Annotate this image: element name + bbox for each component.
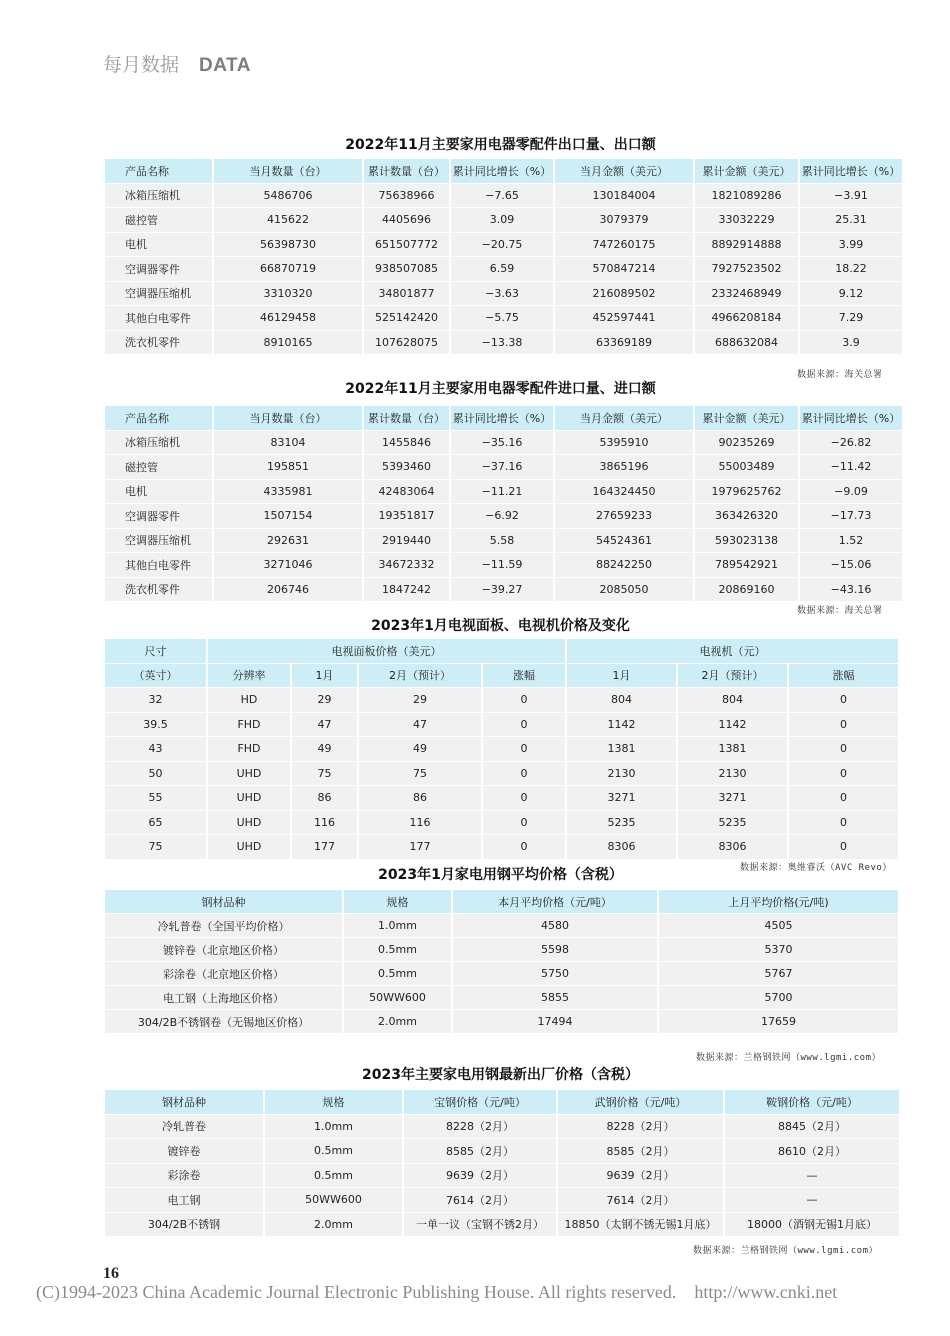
table-cell: −35.16 [451,431,553,455]
table-cell: 5855 [453,986,657,1009]
table-cell: 4405696 [364,208,449,232]
header-row [105,159,902,183]
table-cell: 83104 [214,431,362,455]
table-cell: 1.0mm [265,1115,402,1139]
column-header-panel: 电视面板价格（美元） [208,639,565,663]
export-table [103,158,904,355]
table-row [105,1213,899,1237]
table-cell: 磁控管 [105,455,212,479]
table-cell: 116 [292,811,357,835]
table-row [105,688,898,712]
table-cell: 2085050 [555,578,693,602]
column-header: 钢材品种 [105,890,342,913]
table-row [105,208,902,232]
footer-url: http://www.cnki.net [694,1282,838,1302]
header-row [105,406,902,430]
table-cell: 冰箱压缩机 [105,184,212,208]
table-cell: 32 [105,688,206,712]
column-header: 当月金额（美元） [555,159,693,183]
column-header: 累计同比增长（%） [800,406,902,430]
table-cell: 55003489 [695,455,798,479]
table-cell: 2919440 [364,529,449,553]
table-cell: 3271 [678,786,787,810]
steel-avg-title: 2023年1月家电用钢平均价格（含税） [378,867,623,883]
table-cell: 88242250 [555,553,693,577]
column-header: 钢材品种 [105,1090,263,1114]
column-header: 规格 [344,890,451,913]
table-cell: 18000（酒钢无锡1月底） [725,1213,899,1237]
table-cell: 49 [359,737,481,761]
table-cell: 177 [292,835,357,859]
column-header-tv: 电视机（元） [567,639,898,663]
table-cell: 5235 [567,811,676,835]
table-cell: 3865196 [555,455,693,479]
table-cell: 2332468949 [695,282,798,306]
column-header: 当月数量（台） [214,159,362,183]
table-cell: 27659233 [555,504,693,528]
table-row [105,1115,899,1139]
export-table-title: 2022年11月主要家用电器零配件出口量、出口额 [345,137,656,153]
table-cell: 5393460 [364,455,449,479]
table-cell: 65 [105,811,206,835]
table-cell: 0 [483,786,565,810]
table-cell: UHD [208,786,290,810]
table-cell: 电机 [105,480,212,504]
table-cell: 3.09 [451,208,553,232]
column-header: 本月平均价格（元/吨） [453,890,657,913]
table-cell: 5.58 [451,529,553,553]
table-row [105,811,898,835]
table-cell: 洗衣机零件 [105,578,212,602]
table-cell: 195851 [214,455,362,479]
table-cell: 50WW600 [344,986,451,1009]
table-cell: 3.99 [800,233,902,257]
header-row [105,890,898,913]
table-cell: 525142420 [364,306,449,330]
table-cell: 86 [359,786,481,810]
table-cell: 0.5mm [344,962,451,985]
column-header: 产品名称 [105,159,212,183]
table-cell: 5700 [659,986,898,1009]
table-cell: 5395910 [555,431,693,455]
table-cell: −7.65 [451,184,553,208]
table-cell: 50WW600 [265,1188,402,1212]
table-cell: 1847242 [364,578,449,602]
table-cell: 8585（2月） [404,1139,556,1163]
table-row [105,553,902,577]
table-cell: 29 [359,688,481,712]
table-row [105,1188,899,1212]
table-cell: 0 [789,713,898,737]
table-cell: 8610（2月） [725,1139,899,1163]
column-header: 累计同比增长（%） [451,159,553,183]
table-cell: 47 [292,713,357,737]
table-cell: 9639（2月） [558,1164,723,1188]
table-cell: 0 [483,762,565,786]
table-cell: 63369189 [555,331,693,355]
table-row [105,455,902,479]
table-row [105,938,898,961]
table-row [105,1010,898,1033]
table-cell: 3.9 [800,331,902,355]
table-cell: −13.38 [451,331,553,355]
table-cell: 3079379 [555,208,693,232]
table-cell: −20.75 [451,233,553,257]
table-cell: 19351817 [364,504,449,528]
table-row [105,1139,899,1163]
table-row [105,986,898,1009]
table-cell: 789542921 [695,553,798,577]
table-cell: 9639（2月） [404,1164,556,1188]
column-header: 累计数量（台） [364,159,449,183]
header-title-en: DATA [199,55,251,76]
table-cell: 7614（2月） [404,1188,556,1212]
steel-factory-title: 2023年主要家电用钢最新出厂价格（含税） [362,1067,639,1083]
table-row [105,786,898,810]
table-cell: FHD [208,713,290,737]
table-cell: 75 [292,762,357,786]
table-cell: 0 [483,713,565,737]
table-cell: 8585（2月） [558,1139,723,1163]
table-cell: 洗衣机零件 [105,331,212,355]
table-cell: 8845（2月） [725,1115,899,1139]
table-cell: 42483064 [364,480,449,504]
import-table-title: 2022年11月主要家用电器零配件进口量、进口额 [345,381,656,397]
table-cell: 0.5mm [344,938,451,961]
header-row [105,639,898,663]
table-cell: 其他白电零件 [105,553,212,577]
table-row [105,184,902,208]
table-cell: 空调器压缩机 [105,282,212,306]
column-header: 产品名称 [105,406,212,430]
table-cell: 1.52 [800,529,902,553]
table-cell: 593023138 [695,529,798,553]
table-row [105,1164,899,1188]
table-row [105,306,902,330]
table-cell: 2.0mm [265,1213,402,1237]
table-cell: 4505 [659,914,898,937]
table-cell: 25.31 [800,208,902,232]
table-cell: FHD [208,737,290,761]
tv-source: 数据来源：奥维睿沃（AVC Revo） [740,863,892,873]
table-cell: 3271 [567,786,676,810]
table-row [105,233,902,257]
table-cell: 47 [359,713,481,737]
table-cell: 1507154 [214,504,362,528]
table-cell: 17494 [453,1010,657,1033]
table-cell: 4335981 [214,480,362,504]
table-cell: 75638966 [364,184,449,208]
table-row [105,962,898,985]
column-header: 累计数量（台） [364,406,449,430]
table-cell: 216089502 [555,282,693,306]
column-subheader: （英寸） [105,664,206,688]
table-cell: −43.16 [800,578,902,602]
table-cell: 0 [483,688,565,712]
table-cell: 7.29 [800,306,902,330]
table-cell: −37.16 [451,455,553,479]
copyright-footer [36,1282,837,1303]
table-cell: 804 [567,688,676,712]
table-cell: 彩涂卷 [105,1164,263,1188]
table-cell: 2130 [567,762,676,786]
steel-factory-source: 数据来源：兰格钢铁网（www.lgmi.com） [693,1246,879,1256]
table-cell: 747260175 [555,233,693,257]
table-cell: −11.42 [800,455,902,479]
table-cell: 452597441 [555,306,693,330]
table-cell: 20869160 [695,578,798,602]
table-cell: UHD [208,762,290,786]
table-cell: 688632084 [695,331,798,355]
table-cell: 49 [292,737,357,761]
table-cell: 0 [483,811,565,835]
table-cell: −26.82 [800,431,902,455]
table-cell: 空调器压缩机 [105,529,212,553]
table-cell: 1142 [678,713,787,737]
table-cell: 0 [789,688,898,712]
table-cell: 冷轧普卷（全国平均价格） [105,914,342,937]
table-cell: 363426320 [695,504,798,528]
table-cell: 292631 [214,529,362,553]
table-row [105,578,902,602]
table-cell: 107628075 [364,331,449,355]
table-cell: −9.09 [800,480,902,504]
column-header: 当月金额（美元） [555,406,693,430]
column-subheader: 2月（预计） [678,664,787,688]
table-cell: 7927523502 [695,257,798,281]
table-cell: 18.22 [800,257,902,281]
column-header: 累计同比增长（%） [451,406,553,430]
table-cell: 938507085 [364,257,449,281]
table-cell: 1979625762 [695,480,798,504]
table-row [105,331,902,355]
table-cell: 651507772 [364,233,449,257]
column-header: 累计同比增长（%） [800,159,902,183]
column-header: 武钢价格（元/吨） [558,1090,723,1114]
page-header [103,50,251,77]
column-subheader: 1月 [567,664,676,688]
table-cell: 1142 [567,713,676,737]
table-cell: 90235269 [695,431,798,455]
table-cell: 75 [359,762,481,786]
page-number: 16 [103,1265,119,1282]
table-cell: 54524361 [555,529,693,553]
table-cell: 0.5mm [265,1139,402,1163]
table-cell: 177 [359,835,481,859]
table-cell: — [725,1188,899,1212]
table-cell: 804 [678,688,787,712]
table-row [105,713,898,737]
table-cell: 8892914888 [695,233,798,257]
table-cell: 其他白电零件 [105,306,212,330]
table-cell: 5750 [453,962,657,985]
table-cell: 3310320 [214,282,362,306]
table-cell: 1.0mm [344,914,451,937]
table-cell: 2130 [678,762,787,786]
table-cell: 6.59 [451,257,553,281]
table-row [105,431,902,455]
table-row [105,282,902,306]
table-cell: 0 [789,835,898,859]
table-cell: UHD [208,835,290,859]
table-cell: 0 [789,762,898,786]
table-cell: 电机 [105,233,212,257]
table-cell: 0 [789,786,898,810]
column-subheader: 2月（预计） [359,664,481,688]
column-subheader: 涨幅 [789,664,898,688]
steel-factory-table [103,1089,901,1237]
column-subheader: 1月 [292,664,357,688]
table-cell: 50 [105,762,206,786]
column-subheader: 涨幅 [483,664,565,688]
import-source: 数据来源：海关总署 [797,606,883,616]
steel-avg-source: 数据来源：兰格钢铁网（www.lgmi.com） [696,1053,882,1063]
table-cell: −39.27 [451,578,553,602]
table-cell: 8306 [678,835,787,859]
table-cell: −6.92 [451,504,553,528]
table-cell: 29 [292,688,357,712]
subheader-row [105,664,898,688]
table-cell: 206746 [214,578,362,602]
table-cell: 75 [105,835,206,859]
table-cell: −11.59 [451,553,553,577]
table-cell: 18850（太钢不锈无锡1月底） [558,1213,723,1237]
column-header: 当月数量（台） [214,406,362,430]
table-cell: 0.5mm [265,1164,402,1188]
steel-avg-table [103,889,900,1034]
column-header: 规格 [265,1090,402,1114]
table-cell: 一单一议（宝钢不锈2月） [404,1213,556,1237]
table-cell: 8910165 [214,331,362,355]
column-header: 鞍钢价格（元/吨） [725,1090,899,1114]
table-cell: 39.5 [105,713,206,737]
column-header-size: 尺寸 [105,639,206,663]
table-cell: 570847214 [555,257,693,281]
table-cell: 2.0mm [344,1010,451,1033]
table-cell: 5598 [453,938,657,961]
table-cell: 5370 [659,938,898,961]
table-row [105,762,898,786]
table-cell: 0 [789,811,898,835]
export-source: 数据来源：海关总署 [797,370,883,380]
table-cell: 7614（2月） [558,1188,723,1212]
table-cell: 43 [105,737,206,761]
table-cell: 304/2B不锈钢卷（无锡地区价格） [105,1010,342,1033]
table-cell: −15.06 [800,553,902,577]
table-cell: HD [208,688,290,712]
import-table [103,405,904,602]
table-row [105,504,902,528]
table-cell: 86 [292,786,357,810]
table-cell: 0 [483,737,565,761]
table-row [105,835,898,859]
table-cell: 1455846 [364,431,449,455]
table-cell: 1381 [567,737,676,761]
tv-price-table [103,638,900,860]
header-title-cn: 每月数据 [103,54,180,76]
table-cell: 电工钢（上海地区价格） [105,986,342,1009]
table-cell: 1381 [678,737,787,761]
column-subheader: 分辨率 [208,664,290,688]
table-cell: 46129458 [214,306,362,330]
table-cell: 66870719 [214,257,362,281]
table-cell: 0 [483,835,565,859]
table-cell: 镀锌卷（北京地区价格） [105,938,342,961]
header-row [105,1090,899,1114]
table-cell: 55 [105,786,206,810]
table-cell: 8228（2月） [404,1115,556,1139]
table-cell: 130184004 [555,184,693,208]
table-cell: 3271046 [214,553,362,577]
table-cell: 34801877 [364,282,449,306]
table-row [105,257,902,281]
table-cell: 磁控管 [105,208,212,232]
table-cell: 164324450 [555,480,693,504]
table-cell: 5486706 [214,184,362,208]
table-row [105,737,898,761]
table-cell: 56398730 [214,233,362,257]
table-cell: 0 [789,737,898,761]
table-cell: −3.63 [451,282,553,306]
column-header: 上月平均价格(元/吨) [659,890,898,913]
table-cell: 415622 [214,208,362,232]
table-cell: 5767 [659,962,898,985]
table-cell: 34672332 [364,553,449,577]
table-cell: 116 [359,811,481,835]
table-cell: 空调器零件 [105,257,212,281]
tv-table-title: 2023年1月电视面板、电视机价格及变化 [371,618,630,634]
table-cell: −11.21 [451,480,553,504]
table-cell: 304/2B不锈钢 [105,1213,263,1237]
table-cell: 冷轧普卷 [105,1115,263,1139]
table-cell: 冰箱压缩机 [105,431,212,455]
copyright-text: (C)1994-2023 China Academic Journal Electronic Publishing House. All rights reserved. [36,1282,677,1302]
column-header: 累计金额（美元） [695,406,798,430]
table-cell: 5235 [678,811,787,835]
table-row [105,914,898,937]
table-cell: 4580 [453,914,657,937]
table-cell: −17.73 [800,504,902,528]
column-header: 宝钢价格（元/吨） [404,1090,556,1114]
table-cell: 1821089286 [695,184,798,208]
table-cell: 8228（2月） [558,1115,723,1139]
table-cell: −3.91 [800,184,902,208]
table-cell: 4966208184 [695,306,798,330]
table-row [105,480,902,504]
column-header: 累计金额（美元） [695,159,798,183]
table-cell: 电工钢 [105,1188,263,1212]
table-cell: 8306 [567,835,676,859]
table-row [105,529,902,553]
table-cell: 空调器零件 [105,504,212,528]
table-cell: 彩涂卷（北京地区价格） [105,962,342,985]
table-cell: −5.75 [451,306,553,330]
table-cell: UHD [208,811,290,835]
table-cell: 17659 [659,1010,898,1033]
table-cell: 9.12 [800,282,902,306]
table-cell: 镀锌卷 [105,1139,263,1163]
table-cell: — [725,1164,899,1188]
table-cell: 33032229 [695,208,798,232]
